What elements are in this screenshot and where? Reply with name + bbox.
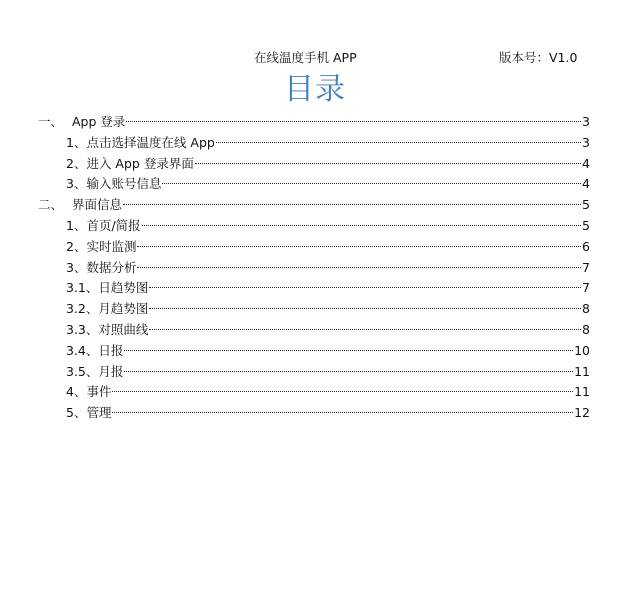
toc-entry-label bbox=[66, 134, 215, 152]
toc-entry-text: 5、管理 bbox=[66, 405, 112, 421]
toc-entry-text: 4、事件 bbox=[66, 384, 112, 400]
toc-entry-page-number: 8 bbox=[582, 322, 590, 337]
version-label: 版本号：V1.0 bbox=[499, 50, 578, 65]
toc-entry-page-number: 11 bbox=[574, 363, 590, 379]
toc-entry-label bbox=[66, 383, 111, 401]
dot-leader bbox=[142, 225, 581, 226]
toc-entry-text: 3.1、日趋势图 bbox=[66, 280, 149, 296]
toc-entry-page-number: 7 bbox=[582, 259, 590, 275]
toc-entry[interactable] bbox=[66, 134, 590, 152]
toc-entry-page-number: 10 bbox=[574, 342, 590, 358]
toc-entry-label bbox=[66, 175, 161, 193]
toc-entry[interactable] bbox=[66, 279, 590, 297]
toc-entry-page-number: 4 bbox=[582, 176, 590, 192]
toc-entry[interactable] bbox=[38, 196, 590, 214]
dot-leader bbox=[126, 121, 581, 122]
toc-entry[interactable] bbox=[66, 404, 590, 422]
toc-entry[interactable] bbox=[66, 155, 590, 173]
toc-entry-label bbox=[66, 321, 148, 339]
toc-entry-label bbox=[66, 300, 148, 318]
toc-entry-text: 1、首页/简报 bbox=[66, 218, 141, 233]
toc-entry-label bbox=[38, 113, 125, 131]
toc-entry-label bbox=[66, 342, 123, 360]
toc-entry-label bbox=[66, 404, 111, 422]
toc-entry-number: 一、 bbox=[38, 114, 64, 129]
toc-entry-text: 3.3、对照曲线 bbox=[66, 322, 149, 337]
dot-leader bbox=[137, 246, 581, 247]
dot-leader bbox=[195, 163, 581, 164]
toc-entry-text: 3、输入账号信息 bbox=[66, 176, 162, 192]
dot-leader bbox=[149, 329, 581, 330]
dot-leader bbox=[112, 391, 573, 392]
toc-entry-text: 2、实时监测 bbox=[66, 238, 137, 254]
toc-entry-label bbox=[66, 363, 123, 381]
dot-leader bbox=[112, 412, 573, 413]
toc-entry-text: App 登录 bbox=[72, 114, 126, 129]
dot-leader bbox=[123, 204, 581, 205]
toc-entry-page-number: 5 bbox=[582, 218, 590, 233]
toc-entry-text: 3.5、月报 bbox=[66, 363, 124, 379]
toc-entry-page-number: 8 bbox=[582, 301, 590, 317]
toc-heading: 目录 bbox=[284, 72, 346, 107]
toc-entry[interactable] bbox=[66, 238, 590, 256]
dot-leader bbox=[149, 308, 581, 309]
toc-entry[interactable] bbox=[66, 259, 590, 277]
toc-entry[interactable] bbox=[38, 113, 590, 131]
toc-entry-text: 3.4、日报 bbox=[66, 342, 124, 358]
toc-entry-page-number: 4 bbox=[582, 155, 590, 171]
toc-entry-page-number: 3 bbox=[582, 114, 590, 129]
toc-entry-text: 界面信息 bbox=[72, 197, 123, 213]
toc-entry-page-number: 12 bbox=[574, 405, 590, 421]
toc-entry-label bbox=[66, 279, 148, 297]
dot-leader bbox=[162, 183, 581, 184]
toc-entry-label bbox=[66, 217, 141, 235]
toc-entry-page-number: 6 bbox=[582, 238, 590, 254]
toc-entry-page-number: 11 bbox=[574, 384, 590, 400]
toc-entry-text: 3、数据分析 bbox=[66, 259, 137, 275]
toc-entry-page-number: 7 bbox=[582, 280, 590, 296]
toc-entry[interactable] bbox=[66, 383, 590, 401]
toc-entry-label bbox=[38, 196, 122, 214]
toc-entry[interactable] bbox=[66, 342, 590, 360]
document-title: 在线温度手机 APP bbox=[254, 50, 357, 65]
toc-entry[interactable] bbox=[66, 363, 590, 381]
toc-entry-text: 2、进入 App 登录界面 bbox=[66, 155, 194, 171]
dot-leader bbox=[137, 267, 581, 268]
toc-entry[interactable] bbox=[66, 217, 590, 235]
toc-entry-label bbox=[66, 238, 136, 256]
dot-leader bbox=[124, 350, 573, 351]
toc-entry[interactable] bbox=[66, 175, 590, 193]
toc-entry[interactable] bbox=[66, 321, 590, 339]
toc-entry-text: 3.2、月趋势图 bbox=[66, 301, 149, 317]
dot-leader bbox=[216, 142, 581, 143]
toc-entry-text: 1、点击选择温度在线 App bbox=[66, 134, 215, 150]
dot-leader bbox=[149, 287, 581, 288]
toc-entry-label bbox=[66, 259, 136, 277]
toc-entry[interactable] bbox=[66, 300, 590, 318]
toc-entry-label bbox=[66, 155, 194, 173]
toc-entry-page-number: 3 bbox=[582, 134, 590, 150]
dot-leader bbox=[124, 371, 573, 372]
toc-entry-page-number: 5 bbox=[582, 197, 590, 213]
toc-entry-number: 二、 bbox=[38, 197, 64, 213]
